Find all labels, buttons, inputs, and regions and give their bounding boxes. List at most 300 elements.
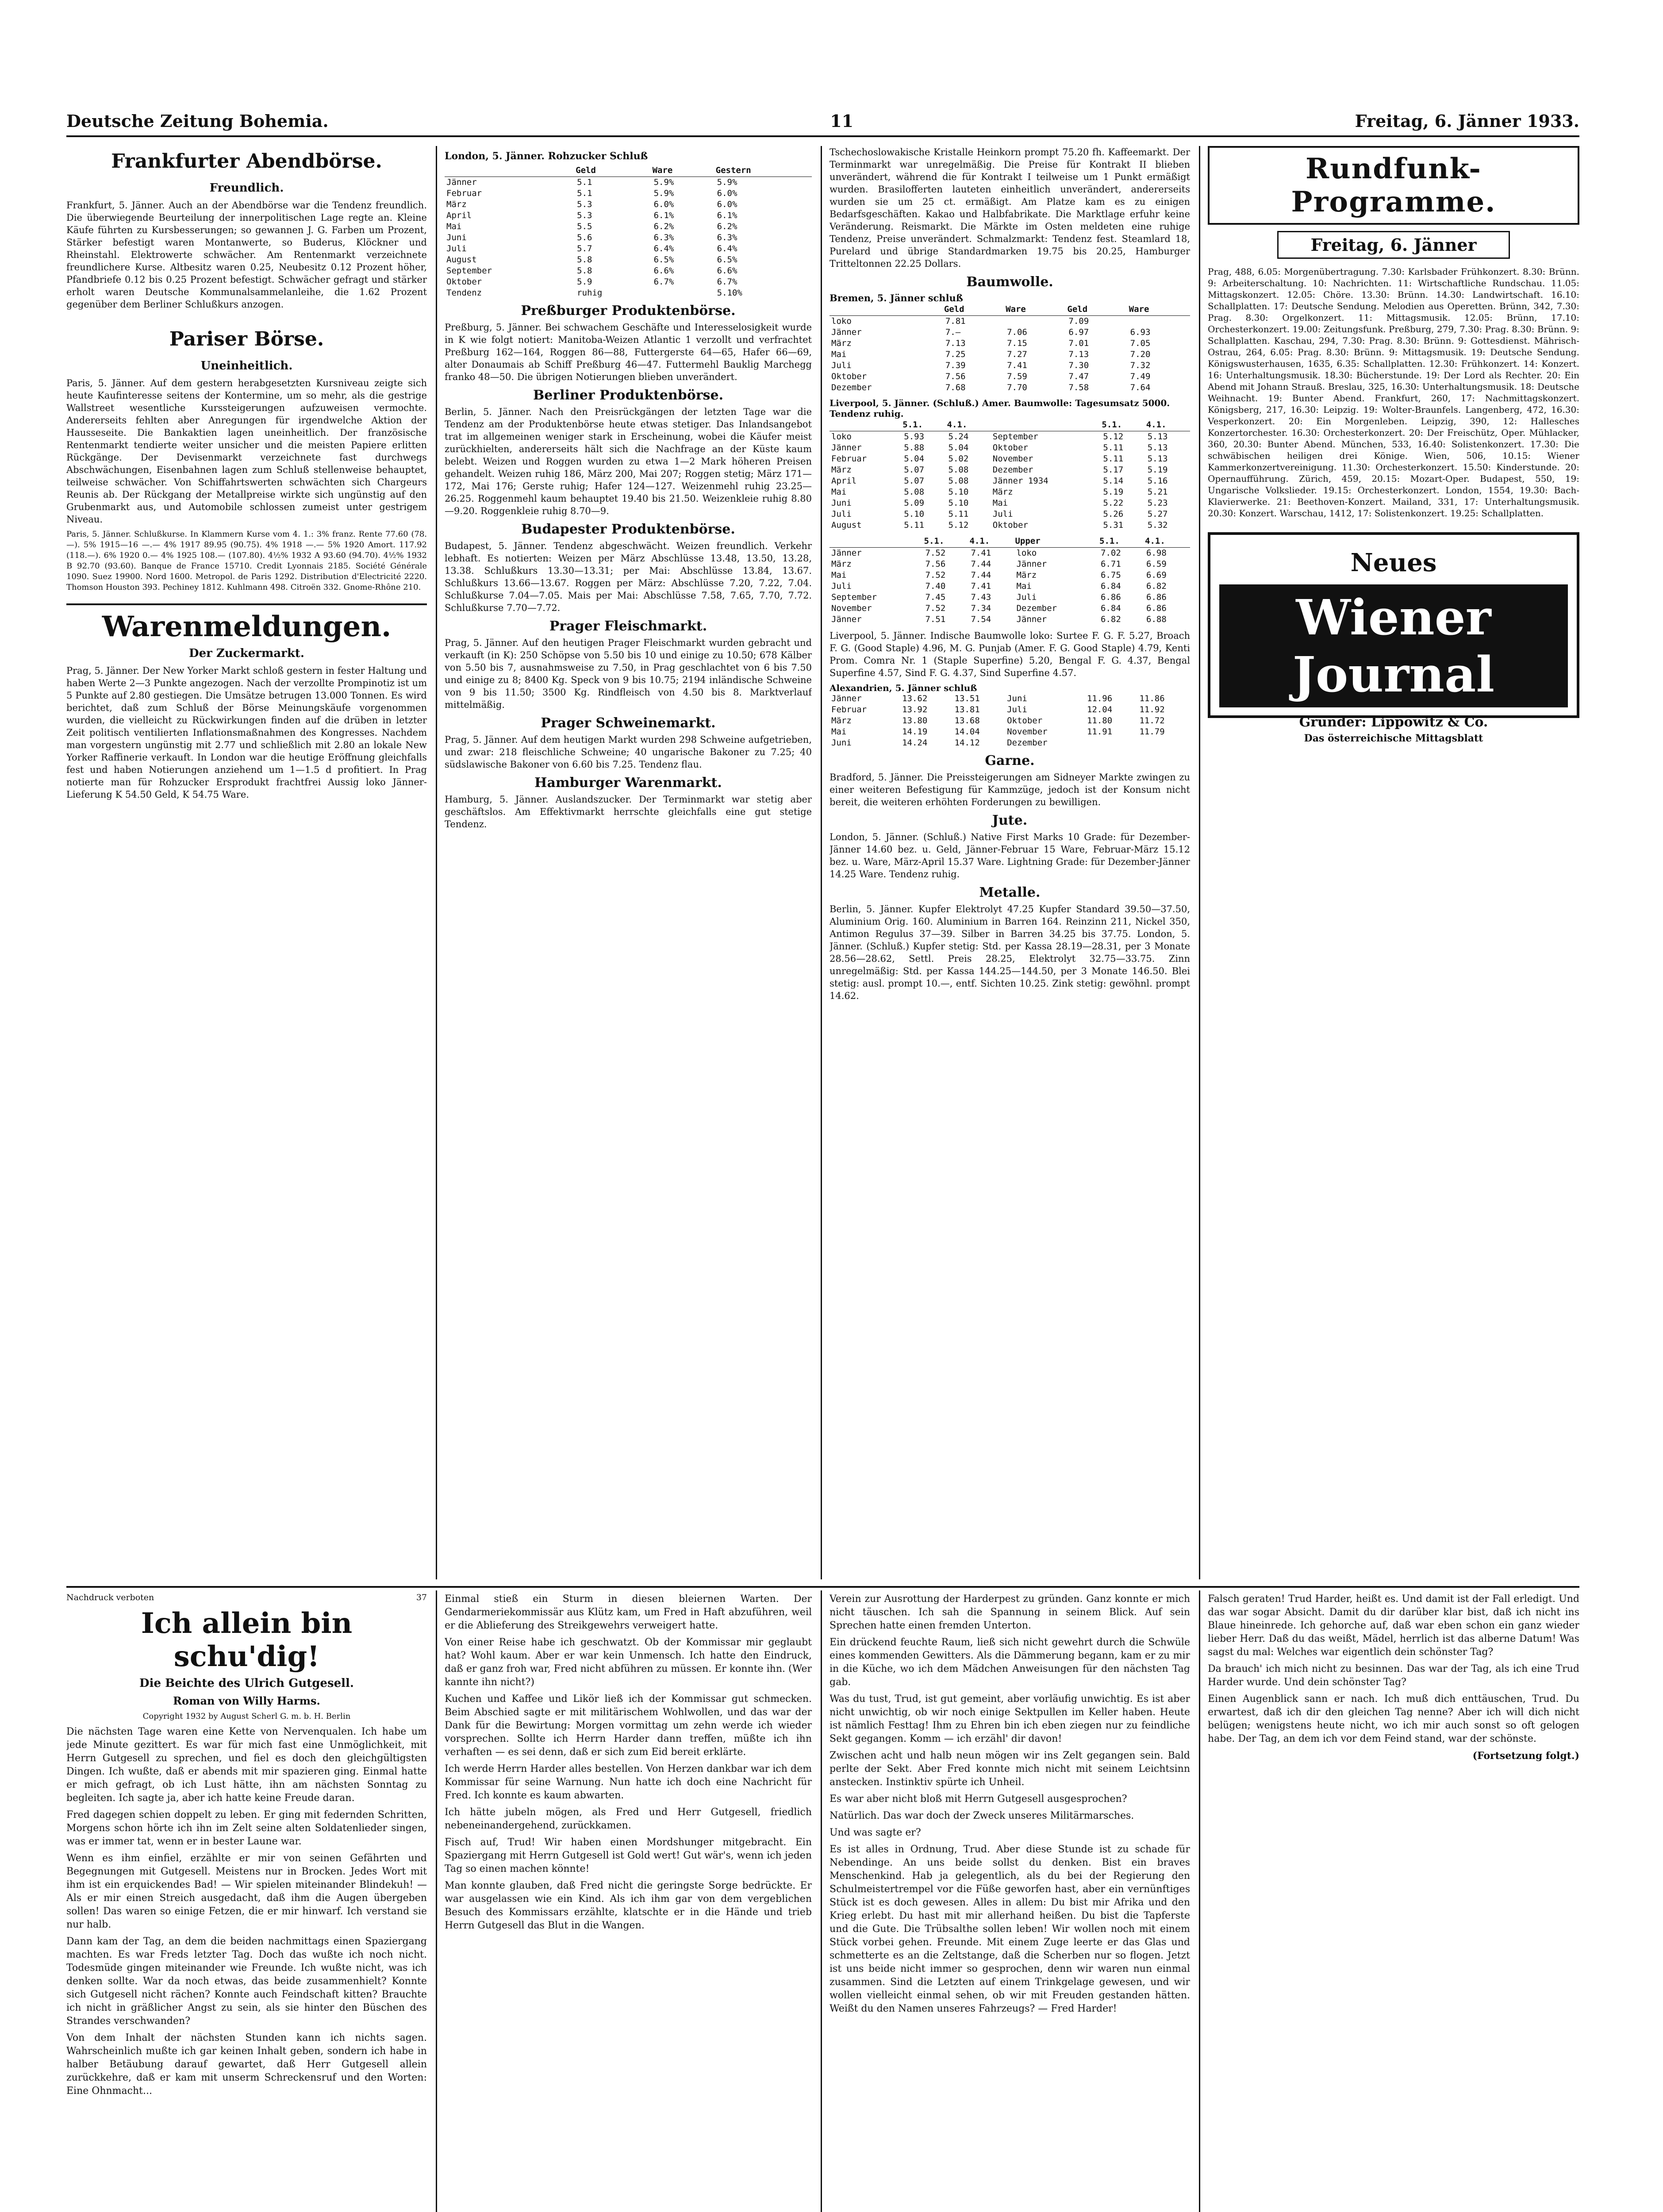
- bremen-cell: 7.01: [1068, 338, 1089, 348]
- garne-text: Bradford, 5. Jänner. Die Preissteigerungen am Sidneyer Markte zwingen zu einer weiteren Befestigung für Kammzüge, jedoch ist der Konsum nicht bereit, die weiteren erhöhten Forderungen zu bewilligen.: [830, 772, 1190, 807]
- liverpool-cell: September: [992, 432, 1038, 442]
- liverpool-cell: 5.17: [1103, 465, 1124, 475]
- continuation-note: (Fortsetzung folgt.): [1472, 1750, 1579, 1762]
- liverpool-cell: 5.26: [1103, 509, 1124, 519]
- liverpool-cell: 5.88: [904, 443, 925, 453]
- alexandrien-cell: 11.86: [1139, 694, 1165, 703]
- liverpool-row: [830, 453, 1190, 465]
- column-rule: [821, 146, 822, 1579]
- liverpool2-header-cell: 4.1.: [969, 535, 1014, 548]
- liverpool2-cell: Juli: [831, 581, 852, 591]
- liverpool2-cell: 6.59: [1146, 559, 1167, 569]
- london-cell: Oktober: [446, 277, 482, 287]
- london-row: [445, 210, 812, 221]
- budapest-title: Budapester Produktenbörse.: [521, 522, 735, 537]
- liverpool2-cell: März: [1016, 570, 1037, 580]
- liverpool-header-cell: 4.1.: [1146, 419, 1190, 431]
- novel-paragraph: Wenn es ihm einfiel, erzählte er mir von seinen Gefährten und Begegnungen mit Gutgesell. Meistens nur in Brocken. Jedes Wort mit ihm ist ein erquickendes Bad! — Wir spielen miteinander Blindekuh! — Als er mir einen Streich ausgedacht, daß ihm die Augen übergeben sollen! Das waren so einige Fetzen, die er mir hinwarf. Ich verstand sie nur halb.: [66, 1853, 427, 1930]
- liverpool-cell: 5.08: [948, 476, 969, 486]
- london-cell: 5.1: [577, 188, 592, 198]
- liverpool-header-cell: 5.1.: [902, 419, 946, 431]
- novel-subtitle: Die Beichte des Ulrich Gutgesell.: [139, 1677, 354, 1690]
- novel-paragraph: Dann kam der Tag, an dem die beiden nachmittags einen Spaziergang machten. Es war Freds letzter Tag. Doch das wußte ich noch nicht. Todesmüde gingen miteinander wie Freunde. Ich wußte nicht, was ich denken sollte. War da noch etwas, das beide zusammenhielt? Konnte sich Gutgesell nicht rächen? Konnte auch Feindschaft kitten? Brauchte ich nicht in gräßlicher Angst zu sein, als sie hinter den Büschen des Strandes verschwanden?: [66, 1936, 427, 2027]
- liverpool2-cell: 6.84: [1101, 581, 1121, 591]
- london-cell: 6.6%: [717, 266, 737, 276]
- london-cell: 6.5%: [653, 255, 674, 265]
- london-cell: 5.9%: [717, 177, 737, 187]
- liverpool-cell: 5.22: [1103, 498, 1124, 508]
- alexandrien-table: [830, 693, 1190, 749]
- novel-paragraph: Fred dagegen schien doppelt zu leben. Er ging mit federnden Schritten, Morgens schon hörte ich ihn im Zelt seine alten Soldatenlieder singen, was er immer tat, wenn er in bester Laune war.: [66, 1809, 427, 1847]
- bremen-cell: 6.93: [1130, 327, 1151, 337]
- bremen-header-cell: Ware: [1129, 303, 1190, 316]
- alexandrien-cell: [1085, 737, 1138, 749]
- novel-copyright: Copyright 1932 by August Scherl G. m. b. H. Berlin: [142, 1712, 351, 1721]
- metalle-title: Metalle.: [979, 885, 1041, 900]
- london-cell: 6.6%: [653, 266, 674, 276]
- liverpool2-header-cell: 5.1.: [1099, 535, 1145, 548]
- bremen-cell: 7.20: [1130, 349, 1151, 359]
- bremen-cell: 7.68: [945, 383, 966, 392]
- bremen-cell: Jänner: [831, 327, 862, 337]
- frankfurt-text: Frankfurt, 5. Jänner. Auch an der Abendbörse war die Tendenz freundlich. Die überwiegende Beurteilung der innerpolitischen Lage regte an. Kleine Käufe führten zu Kursbesserungen; so gewannen J. G. Farben um Prozent, Stärker befestigt waren Montanwerte, so Buderus, Klöckner und Rheinstahl. Elektrowerte schwächer. Am Rentenmarkt verzeichnete freundlichere Kurse. Altbesitz waren 0.25, Neubesitz 0.12 Prozent höher, Pfandbriefe 0.12 bis 0.25 Prozent befestigt. Schwächer gefragt und stärker erholt waren Deutsche Kommunalsammelanleihe, die 1.62 Prozent gegenüber dem Berliner Schlußkurs anzogen.: [66, 200, 427, 310]
- liverpool2-row: [830, 614, 1190, 625]
- liverpool-row: [830, 442, 1190, 453]
- alexandrien-row: [830, 693, 1190, 704]
- london-cell: 5.8: [577, 266, 592, 276]
- london-row: [445, 265, 812, 276]
- london-header-cell: [445, 165, 575, 177]
- liverpool2-row: [830, 592, 1190, 603]
- liverpool2-header-cell: 4.1.: [1145, 535, 1190, 548]
- paris-text: Paris, 5. Jänner. Auf dem gestern herabgesetzten Kursniveau zeigte sich heute Kaufinteresse seitens der Kontermine, um so mehr, als die gestrige Wallstreet wesentliche Kurssteigerungen aufzuweisen vermochte. Andererseits fehlten aber Anregungen für irgendwelche Aktion der Hausseseite. Die Bankaktien lagen uneinheitlich. Der französische Rentenmarkt tendierte weiter unsicher und die meisten Papiere erlitten Rückgänge. Der Devisenmarkt verzeichnete fast durchwegs Abschwächungen, Eisenbahnen lagen zum Schluß stellenweise behauptet, teilweise schwächer. Von Schiffahrtswerten schwächten sich Chargeurs Reunis ab. Der Rückgang der Metallpreise wirkte sich ungünstig auf den Grubenmarkt aus, und Automobile schlossen zumeist unter gestrigem Niveau.: [66, 378, 427, 525]
- liverpool-cell: August: [831, 520, 862, 530]
- bremen-row: [830, 338, 1190, 349]
- london-cell: 6.0%: [717, 200, 737, 209]
- london-cell: April: [446, 211, 472, 220]
- alexandrien-row: [830, 704, 1190, 715]
- london-cell: 5.9%: [653, 188, 674, 198]
- column-rule: [436, 1590, 437, 2212]
- alexandrien-cell: [1137, 737, 1190, 749]
- masthead-date: Freitag, 6. Jänner 1933.: [1355, 111, 1579, 131]
- london-row: [445, 243, 812, 254]
- liverpool2-cell: Jänner: [1016, 559, 1047, 569]
- bremen-cell: 7.09: [1068, 316, 1089, 326]
- novel-column-4: [1208, 1593, 1579, 2212]
- london-cell: 5.10%: [717, 288, 742, 298]
- london-header-cell: Gestern: [715, 165, 812, 177]
- london-cell: 5.5: [577, 222, 592, 231]
- london-cell: Tendenz: [446, 288, 482, 298]
- liverpool-cell: Jänner 1934: [992, 476, 1048, 486]
- newspaper-page: [66, 102, 1579, 2212]
- bremen-cell: 7.—: [945, 327, 961, 337]
- novel-paragraph: Man konnte glauben, daß Fred nicht die geringste Sorge bedrückte. Er war ausgelassen wie ein Kind. Als ich ihm gar von dem vergeblichen Besuch des Kommissars erzählte, klatschte er in die Hände und trieb Herrn Gutgesell das Blut in die Wangen.: [445, 1880, 812, 1931]
- liverpool-cell: 5.10: [948, 487, 969, 497]
- london-cell: 6.7%: [717, 277, 737, 287]
- zucker-text: Prag, 5. Jänner. Der New Yorker Markt schloß gestern in fester Haltung und haben Werte 2—3 Punkte angezogen. Nach der verzollte Prompinotiz ist um 5 Punkte auf 2.80 gestiegen. Die Umsätze betrugen 13.000 Tonnen. Es wird berichtet, daß zum Schluß der Börse Meinungskäufe vorgenommen wurden, die vielleicht zu Rückwirkungen finden auf die drüben in letzter Zeit politisch ventilierten Inflationsmaßnahmen des Kongresses. Nachdem man vorgestern ungünstig mit 2.77 und schließlich mit 2.80 an lokale New Yorker Raffinerie verkauft. In London war die heutige Eröffnung gleichfalls fest und haben Notierungen anziehend um 1—1.5 d profitiert. In Prag notierte man für Rohzucker Ersprodukt frachtfrei Aussig loko Jänner-Lieferung K 54.50 Geld, K 54.75 Ware.: [66, 665, 427, 800]
- novel-paragraph: Was du tust, Trud, ist gut gemeint, aber vorläufig unwichtig. Es ist aber nicht unwichtig, ob wir noch einige Sektpullen im Keller haben. Heute ist nämlich Festtag! Ihm zu Ehren bin ich eben ziegen nur zu feindliche Sekt gegangen. Komm — ich erzähl' dir davon!: [830, 1694, 1190, 1744]
- novel-author: Roman von Willy Harms.: [173, 1694, 320, 1707]
- london-row: [445, 232, 812, 243]
- bremen-cell: 7.56: [945, 372, 966, 381]
- paris-quotes: Paris, 5. Jänner. Schlußkurse. In Klammern Kurse vom 4. 1.: 3% franz. Rente 77.60 (78.—). 5% 1915—16 —.— 4% 1917 89.95 (90.75). 4% 1918 —.— 5% 1920 Amort. 117.92 (118.—). 6% 1920 0.— 4% 1925 108.— (107.80). 4½% 1932 A 93.60 (94.70). 4½% 1932 B 92.70 (93.60). Banque de France 15710. Credit Lyonnais 2185. Société Générale 1090. Suez 19900. Nord 1600. Metropol. de Paris 1292. Distribution d'Electricité 2220. Thomson Houston 393. Pechiney 1812. Kuhlmann 498. Citroën 332. Gnome-Rhône 210.: [66, 530, 427, 592]
- liverpool-cell: 5.10: [904, 509, 925, 519]
- novel-paragraph: Von einer Reise habe ich geschwatzt. Ob der Kommissar mir geglaubt hat? Wohl kaum. Aber er war kein Unmensch. Ich hatte den Eindruck, daß er ganz froh war, Fred nicht abführen zu müssen. Er konnte ihn. (Wer kannte ihn nicht?): [445, 1637, 812, 1688]
- liverpool2-cell: März: [831, 559, 852, 569]
- garne-title: Garne.: [985, 753, 1035, 768]
- liverpool-cell: 5.07: [904, 476, 925, 486]
- liverpool2-cell: 7.52: [925, 570, 946, 580]
- london-header-cell: Geld: [575, 165, 652, 177]
- liverpool2-cell: Mai: [831, 570, 847, 580]
- jute-text: London, 5. Jänner. (Schluß.) Native First Marks 10 Grade: für Dezember-Jänner 14.60 bez. u. Geld, Jänner-Februar 15 Ware, Februar-März 15.12 bez. u. Ware, März-April 15.37 Ware. Lightning Grade: für Dezember-Jänner 14.25 Ware. Tendenz ruhig.: [830, 832, 1190, 879]
- warenmeldungen-title: Warenmeldungen.: [102, 610, 392, 643]
- novel-column-3: [830, 1593, 1190, 2212]
- liverpool-header-cell: [830, 419, 902, 431]
- london-cell: 6.2%: [653, 222, 674, 231]
- bremen-cell: 7.41: [1007, 361, 1027, 370]
- alexandrien-cell: Mai: [831, 727, 847, 737]
- london-cell: 5.9%: [653, 177, 674, 187]
- liverpool2-cell: 6.69: [1146, 570, 1167, 580]
- alexandrien-heading: Alexandrien, 5. Jänner schluß: [830, 683, 977, 693]
- liverpool2-cell: 6.75: [1101, 570, 1121, 580]
- bremen-row: [830, 382, 1190, 393]
- alexandrien-cell: 11.92: [1139, 705, 1165, 714]
- london-cell: ruhig: [577, 288, 603, 298]
- ad-line-2: Wiener Journal: [1219, 584, 1568, 707]
- london-row: [445, 288, 812, 299]
- london-cell: 6.3%: [717, 233, 737, 242]
- liverpool2-cell: November: [831, 603, 872, 613]
- bremen-row: [830, 371, 1190, 382]
- alexandrien-cell: 11.91: [1087, 727, 1113, 737]
- london-cell: 6.7%: [653, 277, 674, 287]
- alexandrien-row: [830, 737, 1190, 749]
- novel-paragraph: Einen Augenblick sann er nach. Ich muß dich enttäuschen, Trud. Du erwartest, daß ich dir den gleichen Tag nenne? Aber ich will dich nicht belügen; wenigstens heute nicht, wo ich mir auch sonst so oft gelogen habe. Der Tag, an dem ich vor dem Feind stand, war der schönste.: [1208, 1694, 1579, 1744]
- novel-paragraph: Falsch geraten! Trud Harder, heißt es. Und damit ist der Fall erledigt. Und das war sogar Absicht. Damit du dir darüber klar bist, daß ich nicht ins Blaue hineinrede. Ich gehorche auf, daß war eben schon ein ganz wieder lieber Herr. Daß du das weißt, Mädel, herrlich ist das alberne Datum! Was sagst du mal: Welches war eigentlich dein schönster Tag?: [1208, 1594, 1579, 1658]
- novel-paragraph: Zwischen acht und halb neun mögen wir ins Zelt gegangen sein. Bald perlte der Sekt. Aber Fred konnte mich nicht mit seinem Leichtsinn anstecken. Instinktiv spürte ich Unheil.: [830, 1750, 1190, 1788]
- bremen-cell: 7.64: [1130, 383, 1151, 392]
- berlin-title: Berliner Produktenbörse.: [533, 388, 724, 403]
- liverpool-row: [830, 465, 1190, 476]
- bremen-cell: 7.59: [1007, 372, 1027, 381]
- bremen-cell: 7.05: [1130, 338, 1151, 348]
- liverpool-heading: Liverpool, 5. Jänner. (Schluß.) Amer. Baumwolle: Tagesumsatz 5000. Tendenz ruhig.: [830, 398, 1170, 419]
- london-row: [445, 221, 812, 232]
- column-rule: [436, 146, 437, 1579]
- alexandrien-cell: 11.72: [1139, 716, 1165, 726]
- london-row: [445, 188, 812, 199]
- liverpool-cell: 5.14: [1103, 476, 1124, 486]
- liverpool2-header-cell: 5.1.: [924, 535, 969, 548]
- hamburg-title: Hamburger Warenmarkt.: [534, 775, 722, 791]
- liverpool2-cell: 7.44: [971, 559, 991, 569]
- column-2: [445, 146, 812, 1579]
- liverpool-cell: 5.09: [904, 498, 925, 508]
- london-cell: 5.9: [577, 277, 592, 287]
- london-cell: 6.0%: [653, 200, 674, 209]
- liverpool2-cell: Jänner: [831, 548, 862, 558]
- bremen-cell: 7.81: [945, 316, 966, 326]
- bremen-header-cell: Geld: [1067, 303, 1128, 316]
- liverpool2-cell: 7.44: [971, 570, 991, 580]
- london-row: [445, 276, 812, 288]
- liverpool2-cell: 6.82: [1146, 581, 1167, 591]
- novel-paragraph: Es war aber nicht bloß mit Herrn Gutgesell ausgesprochen?: [830, 1793, 1127, 1805]
- london-row: [445, 199, 812, 210]
- indische-text: Liverpool, 5. Jänner. Indische Baumwolle loko: Surtee F. G. F. 5.27, Broach F. G. (Good Staple) 4.96, M. G. Punjab (Amer. F. G. Good Staple) 4.79, Kenti Prom. Comra Nr. 1 (Staple Superfine) 5.20, Bengal F. G. 4.37, Bengal Superfine 4.57, Sind F. G. 4.37, Sind Superfine 4.57.: [830, 630, 1190, 678]
- liverpool-row: [830, 431, 1190, 443]
- liverpool2-cell: loko: [1016, 548, 1037, 558]
- prager-fleisch-text: Prag, 5. Jänner. Auf den heutigen Prager Fleischmarkt wurden gebracht und verkauft (in K): 250 Schöpse von 5.50 bis 10 und einige zu 10.50; 678 Kälber von 5.50 bis 7, ausnahmsweise zu 7.50, in Prag geschlachtet von 6 bis 7.50 und einige zu 8; 8400 Kg. Speck von 9 bis 10.75; 2194 inländische Schweine von 9 bis 11.50; 3500 Kg. Rindfleisch von 4.50 bis 8. Marktverlauf mittelmäßig.: [445, 637, 812, 710]
- bremen-table: [830, 303, 1190, 393]
- liverpool-row: [830, 509, 1190, 520]
- liverpool-cell: März: [831, 465, 852, 475]
- london-row: [445, 177, 812, 188]
- novel-paragraph: Fisch auf, Trud! Wir haben einen Mordshunger mitgebracht. Ein Spaziergang mit Herrn Gutgesell ist Gold wert! Gut wär's, wenn ich jeden Tag so einen machen könnte!: [445, 1837, 812, 1874]
- liverpool-cell: Februar: [831, 454, 867, 464]
- liverpool2-cell: 7.41: [971, 548, 991, 558]
- bremen-header-cell: Geld: [944, 303, 1005, 316]
- ad-line-3: Gründer: Lippowitz & Co.: [1299, 714, 1488, 730]
- alexandrien-cell: 13.80: [902, 716, 928, 726]
- liverpool-cell: 5.32: [1147, 520, 1168, 530]
- bremen-row: [830, 327, 1190, 338]
- novel-paragraph: Und was sagte er?: [830, 1827, 921, 1838]
- bremen-cell: 7.25: [945, 349, 966, 359]
- novel-paragraph: Die nächsten Tage waren eine Kette von Nervenqualen. Ich habe um jede Minute gezittert. Es war für mich fast eine Unmöglichkeit, mit Herrn Gutgesell zu sprechen, und fiel es doch den gleichgültigsten Dingen. Ich wußte, daß er abends mit mir spazieren ging. Einmal hatte er mich gefragt, ob ich Lust hätte, ihn am nächsten Sonntag zu begleiten. Ich sagte ja, aber ich hatte keine Freude daran.: [66, 1726, 427, 1804]
- liverpool2-row: [830, 548, 1190, 559]
- alexandrien-cell: Juli: [1007, 705, 1027, 714]
- liverpool2-cell: 6.71: [1101, 559, 1121, 569]
- bremen-cell: [1129, 316, 1190, 327]
- liverpool2-cell: Jänner: [831, 614, 862, 624]
- reprint-note: Nachdruck verboten: [66, 1593, 154, 1602]
- liverpool2-cell: 7.43: [971, 592, 991, 602]
- alexandrien-cell: 13.51: [954, 694, 980, 703]
- alexandrien-cell: 14.12: [954, 738, 980, 748]
- bremen-header-cell: Ware: [1005, 303, 1067, 316]
- liverpool2-row: [830, 603, 1190, 614]
- london-header-cell: Ware: [652, 165, 715, 177]
- alexandrien-cell: 13.62: [902, 694, 928, 703]
- liverpool-cell: 5.11: [1103, 454, 1124, 464]
- bremen-header-cell: [830, 303, 944, 316]
- alexandrien-cell: 13.92: [902, 705, 928, 714]
- alexandrien-cell: November: [1007, 727, 1048, 737]
- liverpool-cell: März: [992, 487, 1013, 497]
- liverpool2-cell: Dezember: [1016, 603, 1057, 613]
- london-cell: 6.4%: [717, 244, 737, 253]
- bremen-row: [830, 316, 1190, 327]
- liverpool2-cell: 7.40: [925, 581, 946, 591]
- liverpool-header-cell: 4.1.: [947, 419, 991, 431]
- bremen-cell: 7.30: [1068, 361, 1089, 370]
- alexandrien-cell: Oktober: [1007, 716, 1043, 726]
- column-4: [1208, 146, 1579, 1579]
- liverpool-cell: Oktober: [992, 520, 1028, 530]
- liverpool-cell: 5.31: [1103, 520, 1124, 530]
- london-cell: September: [446, 266, 492, 276]
- budapest-text: Budapest, 5. Jänner. Tendenz abgeschwächt. Weizen freundlich. Verkehr lebhaft. Es notierten: Weizen per März Abschlüsse 13.48, 13.50, 13.28, 13.38. Schlußkurs 13.30—13.31; per Mai: Abschlüsse 13.84, 13.67. Schlußkurs 13.66—13.67. Roggen per März: Abschlüsse 7.20, 7.22, 7.04. Schlußkurse 7.04—7.05. Mais per Mai: Abschlüsse 7.58, 7.65, 7.70, 7.72. Schlußkurse 7.70—7.72.: [445, 541, 812, 613]
- liverpool2-cell: 7.02: [1101, 548, 1121, 558]
- liverpool2-cell: Mai: [1016, 581, 1032, 591]
- novel-paragraph: Ich hätte jubeln mögen, als Fred und Herr Gutgesell, friedlich nebeneinandergehend, zurückkamen.: [445, 1807, 812, 1831]
- bremen-cell: 7.06: [1007, 327, 1027, 337]
- london-cell: 6.5%: [717, 255, 737, 265]
- liverpool2-cell: 7.52: [925, 548, 946, 558]
- bremen-cell: [1005, 316, 1067, 327]
- london-cell: 6.1%: [717, 211, 737, 220]
- bremen-cell: 7.49: [1130, 372, 1151, 381]
- alexandrien-cell: 14.19: [902, 727, 928, 737]
- liverpool-cell: 5.08: [904, 487, 925, 497]
- berlin-text: Berlin, 5. Jänner. Nach den Preisrückgängen der letzten Tage war die Tendenz am der Produktenbörse heute etwas stetiger. Das Inlandsangebot trat im allgemeinen weniger stark in Erscheinung, wobei die Käufer meist zurückhielten, andererseits hält sich die Nachfrage an der Küste kaum belebt. Weizen und Roggen wurden zu etwa 1—2 Mark höheren Preisen gehandelt. Weizen ruhig 186, März 200, Mai 207; Roggen stetig; März 171—172, Mai 176; Gerste ruhig; Hafer 124—127. Weizenmehl ruhig 23.25—26.25. Roggenmehl kaum behauptet 19.40 bis 21.50. Weizenkleie ruhig 8.80—9.20. Roggenkleie ruhig 8.70—9.: [445, 407, 812, 516]
- bremen-cell: Oktober: [831, 372, 867, 381]
- column-3: [830, 146, 1190, 1579]
- liverpool-cell: 5.11: [1103, 443, 1124, 453]
- masthead-page-number: 11: [830, 111, 854, 131]
- bremen-cell: 7.13: [945, 338, 966, 348]
- novel-paragraph: Von dem Inhalt der nächsten Stunden kann ich nichts sagen. Wahrscheinlich mußte ich gar keinen Inhalt geben, sondern ich habe in halber Betäubung darauf gewartet, daß Herr Gutgesell allein zurückkehre, daß er kam mit unserm Schreckensruf und den Worten: Eine Ohnmacht...: [66, 2032, 427, 2097]
- schwein-text: Prag, 5. Jänner. Auf dem heutigen Markt wurden 298 Schweine aufgetrieben, und zwar: 218 fleischliche Schweine; 40 ungarische Bakoner zu 7.25; 40 südslawische Bakoner von 6.60 bis 7.25. Tendenz flau.: [445, 734, 812, 770]
- novel-title: Ich allein bin schu'dig!: [141, 1607, 353, 1673]
- alexandrien-cell: 11.79: [1139, 727, 1165, 737]
- masthead: [66, 102, 1579, 137]
- london-heading: London, 5. Jänner. Rohzucker Schluß: [445, 150, 648, 162]
- liverpool-cell: 5.13: [1147, 432, 1168, 442]
- kaffee-text: Tschechoslowakische Kristalle Heinkorn prompt 75.20 fh. Kaffeemarkt. Der Terminmarkt war unregelmäßig. Die Preise für Kontrakt II blieben unverändert, während die für Kontrakt I teilweise um 1 Punkt ermäßigt wurden. Brasilofferten lauteten einheitlich unverändert, andererseits wurden sie um 25 ct. ermäßigt. Am Platze kam es zu einigen Bedarfsgeschäften. Kakao und Halbfabrikate. Die Marktlage erfuhr keine Veränderung. Reismarkt. Die Märkte im Osten meldeten eine ruhige Tendenz, Preise unverändert. Schmalzmarkt: Tendenz fest. Steamlard 18, Purelard und übrige Standardmarken 19.75 bis 20.25, Hamburger Tritteltonnen 22.25 Dollars.: [830, 147, 1190, 269]
- alexandrien-row: [830, 715, 1190, 726]
- column-rule: [1199, 146, 1200, 1579]
- liverpool2-cell: 6.84: [1101, 603, 1121, 613]
- bremen-row: [830, 349, 1190, 360]
- london-cell: [652, 288, 715, 299]
- liverpool2-cell: Juli: [1016, 592, 1037, 602]
- liverpool-cell: 5.27: [1147, 509, 1168, 519]
- radio-date: Freitag, 6. Jänner: [1277, 231, 1510, 259]
- liverpool2-cell: 6.88: [1146, 614, 1167, 624]
- liverpool-header-cell: 5.1.: [1101, 419, 1145, 431]
- jute-title: Jute.: [992, 813, 1028, 828]
- liverpool-cell: 5.21: [1147, 487, 1168, 497]
- liverpool-cell: 5.11: [948, 509, 969, 519]
- liverpool-cell: 5.08: [948, 465, 969, 475]
- alexandrien-cell: 13.81: [954, 705, 980, 714]
- paris-subtitle: Uneinheitlich.: [200, 359, 293, 373]
- alexandrien-cell: 12.04: [1087, 705, 1113, 714]
- liverpool-cell: Mai: [992, 498, 1008, 508]
- liverpool-row: [830, 520, 1190, 531]
- hamburg-text: Hamburg, 5. Jänner. Auslandszucker. Der Terminmarkt war stetig aber geschäftslos. Am Effektivmarkt herrschte gleichfalls eine gut stetige Tendenz.: [445, 794, 812, 830]
- liverpool2-row: [830, 581, 1190, 592]
- liverpool-cell: Juli: [992, 509, 1013, 519]
- bremen-cell: 7.39: [945, 361, 966, 370]
- london-cell: 6.4%: [653, 244, 674, 253]
- pressburg-title: Preßburger Produktenbörse.: [521, 303, 736, 319]
- frankfurt-subtitle: Freundlich.: [209, 181, 284, 195]
- liverpool-cell: 5.02: [948, 454, 969, 464]
- liverpool-cell: 5.11: [904, 520, 925, 530]
- liverpool-header-cell: [991, 419, 1102, 431]
- london-cell: 5.8: [577, 255, 592, 265]
- london-cell: 6.1%: [653, 211, 674, 220]
- liverpool-cell: Oktober: [992, 443, 1028, 453]
- novel-paragraph: Ein drückend feuchte Raum, ließ sich nicht gewehrt durch die Schwüle eines kommenden Gewitters. Als die Dämmerung begann, kam er zu mir in die Küche, wo ich dem Mädchen Anweisungen für den nächsten Tag gab.: [830, 1637, 1190, 1688]
- liverpool-row: [830, 487, 1190, 498]
- novel-paragraph: Einmal stieß ein Sturm in diesen bleiernen Warten. Der Gendarmeriekommissär aus Klütz kam, um Fred in Haft abzuführen, weil er die Ablieferung des Streikgewehrs verweigert hatte.: [445, 1594, 812, 1631]
- liverpool-cell: November: [992, 454, 1033, 464]
- column-1: [66, 146, 427, 1579]
- section-divider: [66, 603, 427, 605]
- pressburg-text: Preßburg, 5. Jänner. Bei schwachem Geschäfte und Interesselosigkeit wurde in K wie folgt notiert: Manitoba-Weizen Atlantic 1 verzollt und verfrachtet Preßburg 162—164, Roggen 86—88, Futtergerste 64—65, Hafer 66—69, alter Donaumais ab Schiff Preßburg 46—47. Futtermehl Bauklig Marchegg franko 48—50. Die übrigen Notierungen blieben unverändert.: [445, 322, 812, 382]
- liverpool-cell: Jänner: [831, 443, 862, 453]
- london-row: [445, 254, 812, 265]
- ad-line-1: Neues: [1350, 548, 1437, 577]
- bremen-cell: 7.15: [1007, 338, 1027, 348]
- liverpool2-cell: 7.56: [925, 559, 946, 569]
- london-cell: 5.6: [577, 233, 592, 242]
- bremen-cell: 7.47: [1068, 372, 1089, 381]
- liverpool2-cell: 6.86: [1146, 592, 1167, 602]
- liverpool-cell: loko: [831, 432, 852, 442]
- liverpool-cell: 5.13: [1147, 454, 1168, 464]
- bremen-cell: 7.58: [1068, 383, 1089, 392]
- bremen-cell: 7.13: [1068, 349, 1089, 359]
- alexandrien-cell: 14.24: [902, 738, 928, 748]
- liverpool-cell: 5.19: [1103, 487, 1124, 497]
- liverpool-cell: 5.24: [948, 432, 969, 442]
- liverpool-cell: 5.10: [948, 498, 969, 508]
- liverpool2-cell: 7.41: [971, 581, 991, 591]
- alexandrien-cell: Juni: [831, 738, 852, 748]
- zucker-subtitle: Der Zuckermarkt.: [189, 647, 304, 660]
- bremen-cell: Juli: [831, 361, 852, 370]
- liverpool-table: [830, 419, 1190, 531]
- liverpool2-row: [830, 570, 1190, 581]
- liverpool-cell: 5.12: [948, 520, 969, 530]
- liverpool-row: [830, 498, 1190, 509]
- liverpool2-cell: 7.51: [925, 614, 946, 624]
- liverpool-cell: 5.04: [904, 454, 925, 464]
- alexandrien-row: [830, 726, 1190, 737]
- london-cell: Mai: [446, 222, 462, 231]
- radio-programme-text: Prag, 488, 6.05: Morgenübertragung. 7.30: Karlsbader Frühkonzert. 8.30: Brünn. 9: Arbeiterschaltung. 10: Nachrichten. 11: Wirtschaftliche Rundschau. 11.05: Mittagskonzert. 12.05: Chöre. 13.30: Brünn. 14.30: Landwirtschaft. 16.10: Schallplatten. 17: Deutsche Sendung. Melodien aus Operetten. Brünn, 342, 7.30: Prag. 8.30: Orgelkonzert. 11: Mittagsmusik. 12.05: Brünn, 17.10: Orchesterkonzert. 19.00: Zeitungsfunk. Preßburg, 279, 7.30: Prag. 8.30: Brünn. 9: Schallplatten. Kaschau, 294, 7.30: Prag. 8.30: Brünn. 9: Gottesdienst. Mährisch-Ostrau, 264, 6.05: Prag. 8.30: Brünn. 9: Mittagsmusik. 19: Deutsche Sendung. Königswusterhausen, 1635, 6.35: Schallplatten. 12.30: Frühkonzert. 14: Konzert. 16: Unterhaltungsmusik. 18.30: Bücherstunde. 19: Der Lord als Rechter. 20: Ein Abend mit Johann Strauß. Breslau, 325, 16.30: Unterhaltungsmusik. 18: Deutsche Weihnacht. 19: Bunter Abend. Frankfurt, 260, 17: Nachmittagskonzert. Königsberg, 217, 16.30: Leipzig. 19: Wolter-Braunfels. Langenberg, 472, 16.30: Vesperkonzert. 20: Ein Morgenleben. Leipzig, 390, 12: Hallesches Konzertorchester. 16.30: Orchesterkonzert. 20: Der Freischütz, Oper. Mühlacker, 360, 20.30: Bunter Abend. München, 533, 16.40: Solistenkonzert. 17.30: Die schwäbischen heiligen drei Könige. Wien, 506, 10.15: Wiener Kammerkonzertvereinigung. 11.30: Orchesterkonzert. 15.50: Kinderstunde. 20: Opernaufführung. Zürich, 459, 20.15: Mozart-Oper. Budapest, 550, 19: Ungarische Volkslieder. 19.15: Orchesterkonzert. London, 1554, 19.30: Bach-Klavierwerke. 21: Beethoven-Konzert. Mailand, 331, 17: Unterhaltungsmusik. 20.30: Konzert. Warschau, 1412, 17: Solistenkonzert. 19.25: Schallplatten.: [1208, 266, 1579, 518]
- baumwolle-title: Baumwolle.: [966, 274, 1053, 290]
- london-cell: Juni: [446, 233, 467, 242]
- bremen-cell: 7.32: [1130, 361, 1151, 370]
- liverpool-cell: 5.07: [904, 465, 925, 475]
- liverpool-row: [830, 476, 1190, 487]
- liverpool2-cell: 6.98: [1146, 548, 1167, 558]
- liverpool2-cell: September: [831, 592, 877, 602]
- bremen-cell: loko: [831, 316, 852, 326]
- alexandrien-cell: Juni: [1007, 694, 1027, 703]
- novel-paragraph: Kuchen und Kaffee und Likör ließ ich der Kommissar gut schmecken. Beim Abschied sagte er mit militärischem Wohlwollen, und das war der Dank für die Bewirtung: Morgen vormittag um zehn werde ich wieder vorsprechen. Sollte ich Herrn Harder dann treffen, müßte ich ihn verhaften — es sei denn, daß er sich zum Eid bereit erklärte.: [445, 1694, 812, 1758]
- bremen-heading: Bremen, 5. Jänner schluß: [830, 292, 963, 303]
- alexandrien-cell: 11.96: [1087, 694, 1113, 703]
- radio-title: Rundfunk-Programme.: [1208, 146, 1579, 225]
- bremen-cell: März: [831, 338, 852, 348]
- liverpool-cell: 5.16: [1147, 476, 1168, 486]
- novel-paragraph: Natürlich. Das war doch der Zweck unseres Militärmarsches.: [830, 1810, 1134, 1821]
- london-cell: 6.2%: [717, 222, 737, 231]
- novel-paragraph: Ich werde Herrn Harder alles bestellen. Von Herzen dankbar war ich dem Kommissar für seine Warnung. Nun hatte ich doch eine Nachricht für Fred. Ich konnte es kaum abwarten.: [445, 1763, 812, 1801]
- london-cell: März: [446, 200, 467, 209]
